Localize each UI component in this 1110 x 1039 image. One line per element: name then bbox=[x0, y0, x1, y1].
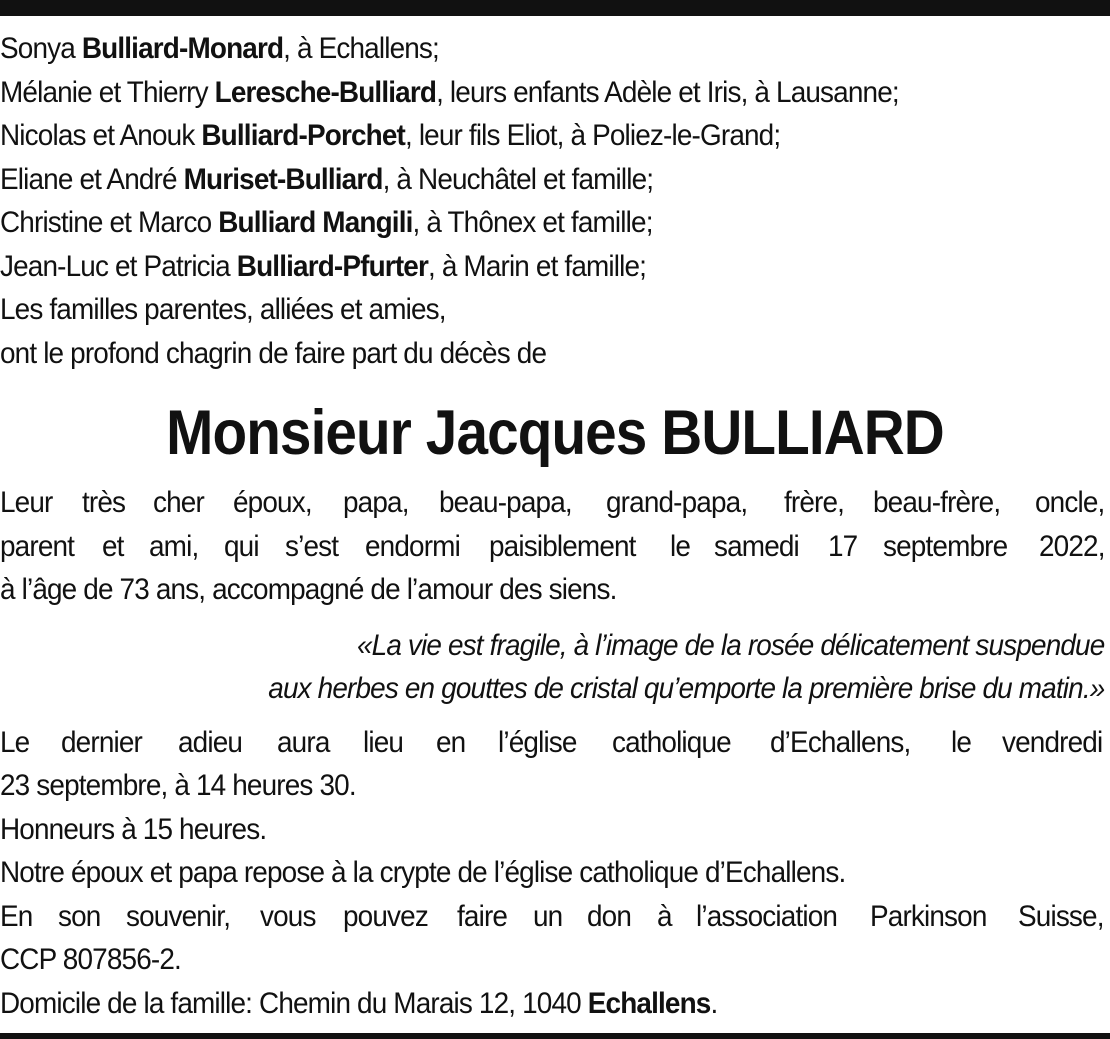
family-text: , leurs enfants Adèle et Iris, à Lausanne; bbox=[436, 75, 899, 109]
word: vous bbox=[260, 899, 316, 933]
word: aura bbox=[277, 725, 330, 759]
tribute-line-3: à l’âge de 73 ans, accompagné de l’amour des siens. bbox=[0, 573, 617, 606]
announce-line: ont le profond chagrin de faire part du décès de bbox=[0, 336, 547, 370]
word: lieu bbox=[363, 725, 404, 759]
word: en bbox=[436, 725, 466, 759]
word: souvenir, bbox=[125, 899, 230, 933]
family-text: , à Neuchâtel et famille; bbox=[382, 162, 654, 196]
family-text: , à Marin et famille; bbox=[427, 249, 647, 283]
domicile-text: Domicile de la famille: Chemin du Marais 12, 1040 bbox=[0, 986, 588, 1020]
bottom-rule bbox=[0, 1033, 1110, 1039]
word: adieu bbox=[178, 725, 243, 759]
word: l’église bbox=[497, 725, 577, 759]
word: époux, bbox=[233, 486, 312, 519]
quote-line-2: aux herbes en gouttes de cristal qu’emporte la première brise du matin.» bbox=[268, 672, 1105, 705]
word: paisiblement bbox=[489, 529, 637, 563]
family-surname: Bulliard-Monard bbox=[81, 32, 284, 65]
word: 2022, bbox=[1039, 529, 1105, 563]
quote-line-1: «La vie est fragile, à l’image de la rosée délicatement suspendue bbox=[356, 628, 1105, 662]
tribute-line-1 bbox=[0, 481, 1110, 525]
word: s’est bbox=[284, 529, 338, 563]
word: Leur bbox=[0, 486, 53, 519]
donation-line-1 bbox=[0, 895, 1110, 939]
family-surname: Muriset-Bulliard bbox=[183, 162, 383, 196]
word: très bbox=[81, 486, 125, 519]
word: d’Echallens, bbox=[769, 725, 911, 759]
family-line bbox=[0, 27, 1032, 71]
word: ami, bbox=[148, 529, 198, 563]
family-text: Christine et Marco bbox=[0, 206, 219, 239]
ceremony-line-1 bbox=[0, 721, 1110, 765]
word: le bbox=[950, 725, 971, 759]
family-text: Nicolas et Anouk bbox=[0, 119, 202, 152]
honours-line: Honneurs à 15 heures. bbox=[0, 812, 267, 846]
word: Parkinson bbox=[869, 899, 987, 933]
word: cher bbox=[153, 486, 205, 519]
family-line bbox=[0, 71, 1032, 115]
rest-place-line: Notre époux et papa repose à la crypte de l’église catholique d’Echallens. bbox=[0, 856, 846, 889]
family-line bbox=[0, 158, 1032, 202]
word: samedi bbox=[714, 529, 800, 563]
deceased-name: Monsieur Jacques BULLIARD bbox=[166, 398, 944, 468]
word: 17 bbox=[828, 529, 858, 563]
family-text: , leur fils Eliot, à Poliez-le-Grand; bbox=[404, 119, 781, 152]
family-line bbox=[0, 201, 1032, 245]
domicile-line bbox=[0, 982, 1032, 1026]
family-text: Jean-Luc et Patricia bbox=[0, 249, 237, 283]
word: vendredi bbox=[1001, 725, 1103, 759]
word: catholique bbox=[612, 725, 731, 759]
word: faire bbox=[456, 899, 507, 933]
word: En bbox=[0, 899, 33, 933]
donation-line-2: CCP 807856-2. bbox=[0, 943, 181, 976]
word: et bbox=[102, 529, 125, 563]
word: son bbox=[57, 899, 100, 933]
family-text: Sonya bbox=[0, 32, 82, 65]
word: dernier bbox=[61, 725, 143, 759]
family-text: Mélanie et Thierry bbox=[0, 75, 215, 109]
word: Suisse, bbox=[1017, 899, 1104, 933]
family-surname: Bulliard Mangili bbox=[218, 206, 413, 239]
obituary-notice bbox=[0, 27, 1110, 1025]
word: endormi bbox=[364, 529, 460, 563]
word: l’association bbox=[695, 899, 837, 933]
word: pouvez bbox=[342, 899, 428, 933]
family-line bbox=[0, 245, 1032, 289]
word: frère, bbox=[783, 486, 844, 519]
family-text: , à Echallens; bbox=[283, 32, 439, 65]
family-text: Eliane et André bbox=[0, 162, 184, 196]
family-surname: Bulliard-Pfurter bbox=[236, 249, 428, 283]
family-line bbox=[0, 114, 1032, 158]
relatives-line: Les familles parentes, alliées et amies, bbox=[0, 293, 446, 326]
word: un bbox=[533, 899, 563, 933]
word: don bbox=[587, 899, 632, 933]
tribute-line-2 bbox=[0, 525, 1110, 569]
word: parent bbox=[0, 529, 75, 563]
ceremony-line-2: 23 septembre, à 14 heures 30. bbox=[0, 769, 356, 802]
word: septembre bbox=[882, 529, 1008, 563]
word: oncle, bbox=[1035, 486, 1105, 519]
top-rule bbox=[0, 0, 1110, 16]
word: beau-frère, bbox=[873, 486, 1001, 519]
domicile-text: . bbox=[710, 986, 718, 1020]
word: Le bbox=[0, 725, 30, 759]
family-text: , à Thônex et famille; bbox=[412, 206, 653, 239]
word: grand-papa, bbox=[606, 486, 748, 519]
word: le bbox=[669, 529, 690, 563]
word: papa, bbox=[342, 486, 409, 519]
family-surname: Leresche-Bulliard bbox=[214, 75, 437, 109]
word: qui bbox=[224, 529, 260, 563]
family-surname: Bulliard-Porchet bbox=[201, 119, 405, 152]
domicile-town: Echallens bbox=[587, 986, 711, 1020]
word: beau-papa, bbox=[438, 486, 572, 519]
word: à bbox=[657, 899, 672, 933]
